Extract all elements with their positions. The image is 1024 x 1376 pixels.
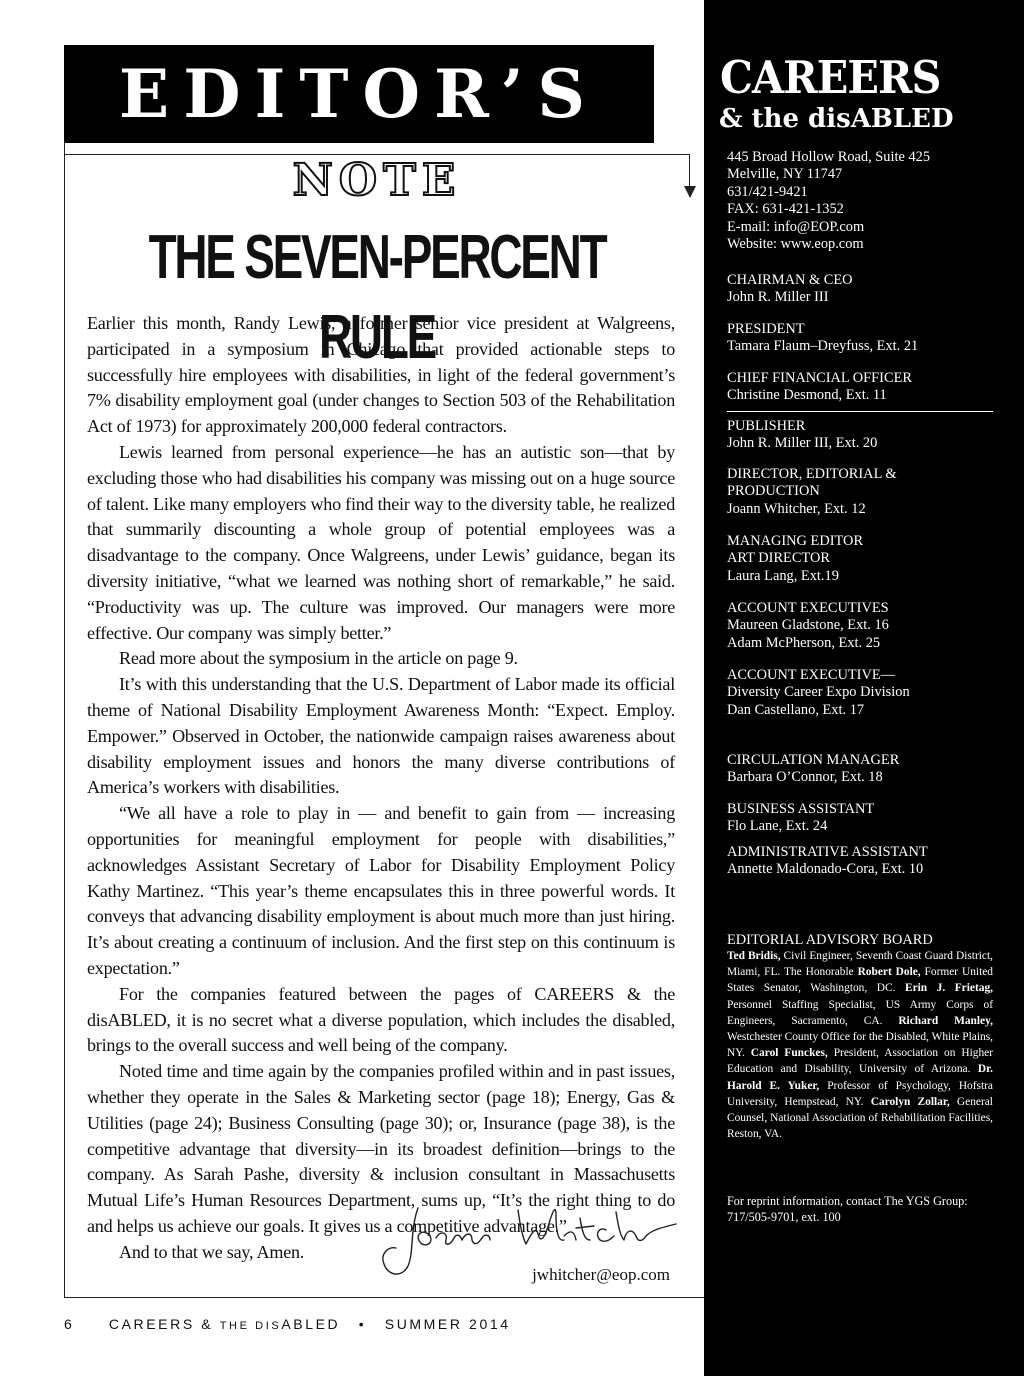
- staff-entry: [727, 466, 995, 518]
- staff-name: Dan Castellano, Ext. 17: [727, 701, 865, 718]
- board-member-desc: Former United States Senator, Washington, DC.: [727, 966, 993, 995]
- board-member-name: Erin J. Frietag,: [904, 982, 993, 995]
- staff-role-cont: PRODUCTION: [727, 483, 820, 500]
- address-website[interactable]: Website: www.eop.com: [727, 236, 864, 253]
- article-paragraph: And to that we say, Amen.: [119, 1241, 305, 1262]
- address-email[interactable]: E-mail: info@EOP.com: [727, 218, 865, 235]
- staff-name: Tamara Flaum–Dreyfuss, Ext. 21: [727, 338, 919, 355]
- staff-role: CIRCULATION MANAGER: [727, 752, 900, 768]
- staff-name: Maureen Gladstone, Ext. 16: [727, 617, 889, 634]
- footer-bullet: •: [358, 1316, 367, 1332]
- staff-entry: [727, 370, 995, 405]
- board-member-desc: Westchester County Office for the Disabled, White Plains, NY.: [727, 1031, 993, 1060]
- staff-name: Barbara O’Connor, Ext. 18: [727, 769, 883, 786]
- staff-role-cont: ART DIRECTOR: [727, 550, 830, 567]
- staff-role: ADMINISTRATIVE ASSISTANT: [727, 844, 928, 860]
- staff-name: Annette Maldonado-Cora, Ext. 10: [727, 861, 924, 878]
- article-paragraph: Earlier this month, Randy Lewis, a former senior vice president at Walgreens, participated in a symposium in Chicago that provided actionable steps to successfully hire employees with disabilities, in light of the federal government’s 7% disability employment goal (under changes to Section 503 of the Rehabilitation Act of 1973) for approximately 200,000 federal contractors.: [87, 313, 675, 437]
- board-member-name: Richard Manley,: [898, 1014, 993, 1027]
- staff-role: DIRECTOR, EDITORIAL &: [727, 466, 897, 482]
- reprint-info: For reprint information, contact The YGS Group: 717/505-9701, ext. 100: [727, 1194, 968, 1224]
- staff-role: MANAGING EDITOR: [727, 533, 864, 549]
- page-number: 6: [64, 1316, 75, 1332]
- footer-publication: CAREERS &: [108, 1316, 220, 1332]
- staff-entry: [727, 272, 995, 307]
- article-paragraph: “We all have a role to play in — and benefit to gain from — increasing opportunities for meaningful employment for people with disabilities,” acknowledges Assistant Secretary of Labor for Disability Employment Policy Kathy Martinez. “This year’s theme encapsulates this in three powerful words. It conveys that advancing disability employment is about much more than just hiring. It’s about creating a continuum of inclusion. And the first step on this continuum is expectation.”: [87, 803, 675, 978]
- masthead-divider: [727, 411, 993, 412]
- staff-entry: [727, 600, 995, 652]
- staff-role: BUSINESS ASSISTANT: [727, 801, 875, 817]
- masthead-sidebar: [704, 0, 1024, 1376]
- staff-role: ACCOUNT EXECUTIVES: [727, 600, 889, 616]
- staff-name: John R. Miller III, Ext. 20: [727, 435, 878, 452]
- footer-publication-end: ABLED: [281, 1316, 341, 1332]
- staff-name: Joann Whitcher, Ext. 12: [727, 500, 866, 517]
- masthead-address: [727, 149, 995, 253]
- frame-bottom-rule: [64, 1297, 704, 1298]
- staff-entry: [727, 533, 995, 585]
- staff-entry: [727, 752, 995, 787]
- footer-publication-small: DIS: [255, 1320, 282, 1332]
- frame-left-rule: [64, 143, 65, 1298]
- board-member-name: Carol Funckes,: [750, 1047, 828, 1060]
- board-member-desc: Personnel Staffing Specialist, US Army Corps of Engineers, Sacramento, CA.: [727, 998, 993, 1027]
- staff-role: PRESIDENT: [727, 321, 805, 337]
- article-body: [87, 311, 675, 1265]
- staff-entry: [727, 321, 995, 356]
- staff-entry: [727, 418, 995, 453]
- board-heading: EDITORIAL ADVISORY BOARD: [727, 932, 933, 948]
- staff-name: Flo Lane, Ext. 24: [727, 818, 828, 835]
- board-member-name: Ted Bridis,: [727, 950, 781, 962]
- address-line: FAX: 631-421-1352: [727, 201, 844, 218]
- masthead-brand-subtitle: & the disABLED: [719, 104, 954, 134]
- board-member-desc: President, Association on Higher Education and Disability, University of Arizona.: [727, 1047, 993, 1076]
- advisory-board: [727, 948, 993, 1142]
- article-paragraph: For the companies featured between the pages of CAREERS & the disABLED, it is no secret what a diverse population, which includes the disabled, brings to the overall success and well being of the company.: [87, 983, 675, 1056]
- staff-role: ACCOUNT EXECUTIVE—: [727, 667, 896, 683]
- banner-title: EDITOR’S: [118, 55, 600, 133]
- board-member-name: Dr. Harold E. Yuker,: [727, 1063, 993, 1092]
- article-paragraph: It’s with this understanding that the U.S. Department of Labor made its official theme of National Disability Employment Awareness Month: “Expect. Employ. Empower.” Observed in October, the nationwide campaign raises awareness about disability employment issues and honors the many diverse contributions of America’s workers with disabilities.: [87, 674, 675, 798]
- staff-division: Diversity Career Expo Division: [727, 684, 910, 701]
- footer-issue: SUMMER 2014: [384, 1316, 511, 1332]
- address-line: 631/421-9421: [727, 183, 808, 200]
- board-member-desc: Professor of Psychology, Hofstra University, Hempstead, NY.: [727, 1079, 993, 1108]
- article-paragraph: Noted time and time again by the companies profiled within and in past issues, whether they operate in the Sales & Marketing sector (page 18); Energy, Gas & Utilities (page 24); Business Consulting (page 30); or, Insurance (page 38), is the competitive advantage that diversity—in its broadest definition—brings to the company. As Sarah Pashe, diversity & inclusion consultant in Massachusetts Mutual Life’s Human Resources Department, sums up, “It’s the right thing to do and helps us achieve our goals. It gives us a competitive advantage.”: [87, 1061, 675, 1236]
- address-line: Melville, NY 11747: [727, 166, 843, 183]
- page-footer: [64, 1316, 511, 1332]
- staff-entry: [727, 801, 995, 836]
- editor-email[interactable]: jwhitcher@eop.com: [532, 1265, 670, 1284]
- article-paragraph: Lewis learned from personal experience—he has an autistic son—that by excluding those who had disabilities his company was missing out on a huge source of talent. Like many employers who find their way to the diversity table, he realized that summarily discounting a whole group of potential employees was a disadvantage to the company. Once Walgreens, under Lewis’ guidance, began its diversity initiative, “what we learned was nothing short of remarkable,” he said. “Productivity was up. The culture was improved. Our managers were more effective. Our company was simply better.”: [87, 441, 675, 643]
- board-member-desc: General Counsel, National Association of Rehabilitation Facilities, Reston, VA.: [727, 1095, 993, 1141]
- staff-role: CHIEF FINANCIAL OFFICER: [727, 370, 912, 386]
- staff-name: Christine Desmond, Ext. 11: [727, 387, 887, 404]
- footer-publication-small: THE: [219, 1320, 256, 1332]
- masthead-brand: CAREERS: [720, 51, 941, 104]
- article-headline: THE SEVEN-PERCENT RULE: [148, 223, 606, 372]
- staff-name: John R. Miller III: [727, 289, 829, 306]
- staff-name: Adam McPherson, Ext. 25: [727, 634, 881, 651]
- board-member-desc: Civil Engineer, Seventh Coast Guard District, Miami, FL. The Honorable: [727, 950, 993, 979]
- staff-role: CHAIRMAN & CEO: [727, 272, 853, 288]
- board-member-name: Robert Dole,: [857, 966, 921, 979]
- address-line: 445 Broad Hollow Road, Suite 425: [727, 149, 931, 165]
- board-member-name: Carolyn Zollar,: [870, 1095, 950, 1108]
- staff-name: Laura Lang, Ext.19: [727, 567, 839, 584]
- editors-banner: [64, 45, 654, 143]
- staff-role: PUBLISHER: [727, 418, 806, 434]
- staff-entry: [727, 667, 995, 719]
- staff-entry: [727, 844, 995, 879]
- note-title: NOTE: [292, 155, 462, 206]
- article-paragraph: Read more about the symposium in the article on page 9.: [119, 648, 518, 669]
